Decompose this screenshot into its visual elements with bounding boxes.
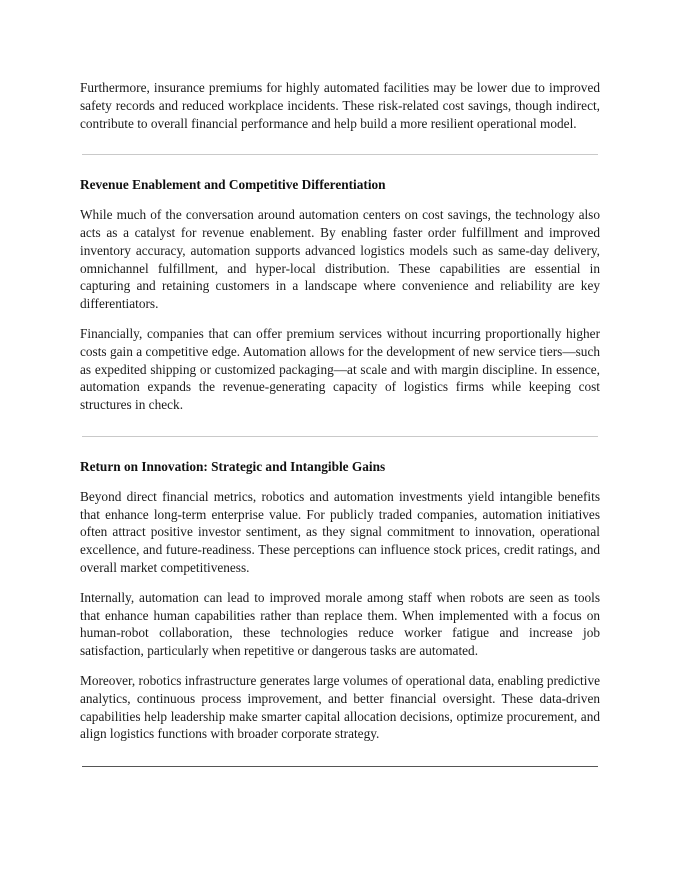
intro-paragraph: Furthermore, insurance premiums for highly automated facilities may be lower due to improved safety records and reduced workplace incidents. These risk-related cost savings, though indirect, contribute to overall financial performance and help build a more resilient operational model. xyxy=(80,80,600,131)
document-page xyxy=(80,79,600,767)
section-heading-innovation: Return on Innovation: Strategic and Intangible Gains xyxy=(80,458,386,474)
body-paragraph: Internally, automation can lead to improved morale among staff when robots are seen as tools that enhance human capabilities rather than replace them. When implemented with a focus on human-robot collaboration, these technologies reduce worker fatigue and increase job satisfaction, particularly when repetitive or dangerous tasks are automated. xyxy=(80,589,600,659)
body-paragraph: While much of the conversation around automation centers on cost savings, the technology also acts as a catalyst for revenue enablement. By enabling faster order fulfillment and improved inventory accuracy, automation supports advanced logistics models such as same-day delivery, omnichannel fulfillment, and hyper-local distribution. These capabilities are essential in capturing and retaining customers in a landscape where convenience and reliability are key differentiators. xyxy=(80,207,600,312)
section-divider xyxy=(82,766,598,767)
section-heading-revenue: Revenue Enablement and Competitive Differentiation xyxy=(80,177,386,193)
body-paragraph: Financially, companies that can offer premium services without incurring proportionally higher costs gain a competitive edge. Automation allows for the development of new service tiers—such as expedited shipping or customized packaging—at scale and with margin discipline. In essence, automation expands the revenue-generating capacity of logistics firms while keeping cost structures in check. xyxy=(80,325,600,413)
section-divider xyxy=(82,154,598,155)
body-paragraph: Beyond direct financial metrics, robotics and automation investments yield intangible benefits that enhance long-term enterprise value. For publicly traded companies, automation initiatives often attract positive investor sentiment, as they signal commitment to innovation, operational excellence, and future-readiness. These perceptions can influence stock prices, credit ratings, and overall market competitiveness. xyxy=(80,488,600,575)
section-divider xyxy=(82,436,598,437)
body-paragraph: Moreover, robotics infrastructure generates large volumes of operational data, enabling predictive analytics, continuous process improvement, and better financial oversight. These data-driven capabilities help leadership make smarter capital allocation decisions, optimize procurement, and align logistics functions with broader corporate strategy. xyxy=(80,672,600,742)
